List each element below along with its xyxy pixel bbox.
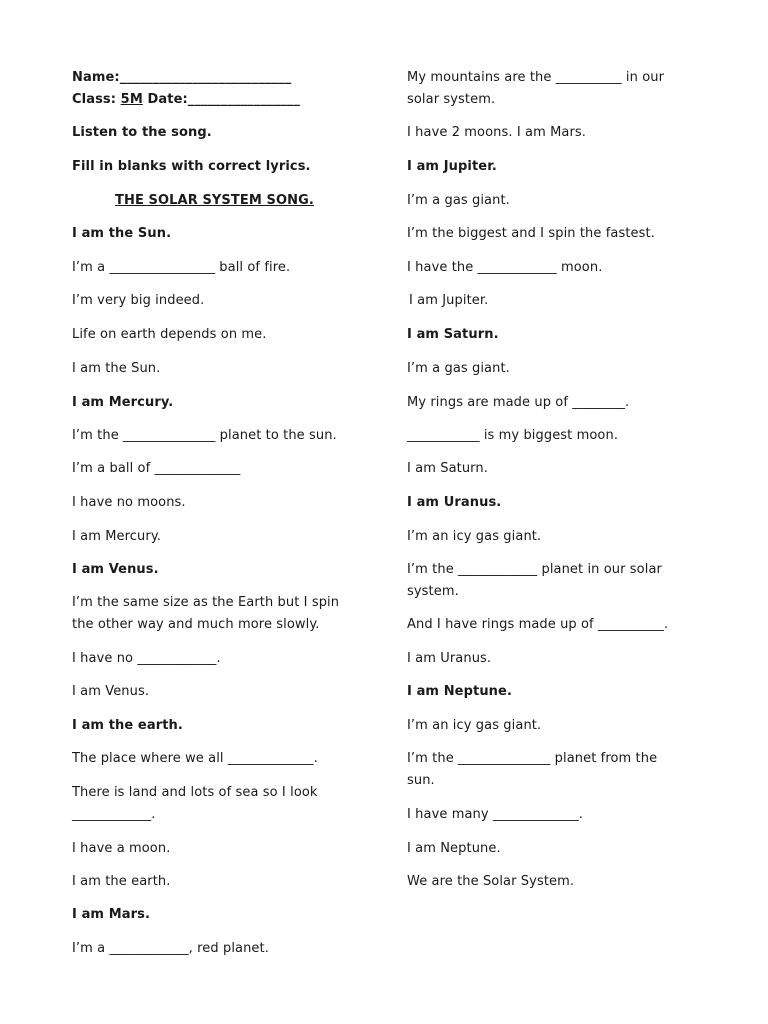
lyric-line: I am the Sun.	[72, 361, 161, 376]
lyric-line: I’m very big indeed.	[72, 293, 205, 308]
class-value: 5M	[120, 92, 143, 107]
lyric-line: I am Mercury.	[72, 529, 162, 544]
lyric-line: I am Uranus.	[407, 651, 492, 666]
lyric-line: I’m the biggest and I spin the fastest.	[407, 226, 655, 241]
stanza-heading: I am Uranus.	[407, 495, 502, 510]
lyric-line: I have 2 moons. I am Mars.	[407, 125, 587, 140]
lyric-line: I am Venus.	[72, 684, 150, 699]
stanza-heading: I am Mercury.	[72, 395, 174, 410]
stanza-heading: I am Venus.	[72, 562, 159, 577]
lyric-line: I’m a gas giant.	[407, 361, 510, 376]
lyric-line: I have no moons.	[72, 495, 186, 510]
lyric-line: I have the ____________ moon.	[407, 260, 603, 275]
lyric-line: I am Jupiter.	[409, 293, 489, 308]
lyric-line: I have a moon.	[72, 841, 171, 856]
lyric-line: I’m the same size as the Earth but I spin the other way and much more slowly.	[72, 595, 340, 632]
stanza-heading: I am Mars.	[72, 907, 151, 922]
name-field-line: Name:__________________________	[72, 70, 292, 85]
instruction-fill: Fill in blanks with correct lyrics.	[72, 159, 311, 174]
lyric-line: The place where we all _____________.	[72, 751, 318, 766]
lyric-line: I’m a gas giant.	[407, 193, 510, 208]
class-label: Class:	[72, 92, 121, 107]
lyric-line: My rings are made up of ________.	[407, 395, 630, 410]
lyric-line: I am Neptune.	[407, 841, 501, 856]
lyric-line: I’m a ________________ ball of fire.	[72, 260, 291, 275]
stanza-heading: I am the earth.	[72, 718, 183, 733]
lyric-line: I’m an icy gas giant.	[407, 529, 542, 544]
date-field: Date:_________________	[142, 92, 300, 107]
lyric-line: I am the earth.	[72, 874, 171, 889]
lyric-line: I’m a ____________, red planet.	[72, 941, 269, 956]
lyric-line: ___________ is my biggest moon.	[407, 428, 619, 443]
lyric-line: I have many _____________.	[407, 807, 583, 822]
class-date-line	[72, 89, 372, 111]
stanza-heading: I am Jupiter.	[407, 159, 497, 174]
lyric-line: I’m the ____________ planet in our solar system.	[407, 562, 662, 599]
lyric-line: Life on earth depends on me.	[72, 327, 267, 342]
song-title: THE SOLAR SYSTEM SONG.	[115, 193, 314, 208]
stanza-heading: I am Saturn.	[407, 327, 499, 342]
lyric-line: I’m a ball of _____________	[72, 461, 241, 476]
lyric-line: I’m an icy gas giant.	[407, 718, 542, 733]
lyric-line: There is land and lots of sea so I look ____________.	[72, 785, 318, 822]
stanza-heading: I am the Sun.	[72, 226, 172, 241]
lyric-line: I am Saturn.	[407, 461, 488, 476]
lyric-line: We are the Solar System.	[407, 874, 575, 889]
lyric-line: And I have rings made up of __________.	[407, 617, 669, 632]
lyric-line: I have no ____________.	[72, 651, 221, 666]
lyric-line: My mountains are the __________ in our solar system.	[407, 70, 665, 107]
instruction-listen: Listen to the song.	[72, 125, 212, 140]
stanza-heading: I am Neptune.	[407, 684, 512, 699]
lyric-line: I’m the ______________ planet to the sun.	[72, 428, 337, 443]
lyric-line: I’m the ______________ planet from the sun.	[407, 751, 658, 788]
